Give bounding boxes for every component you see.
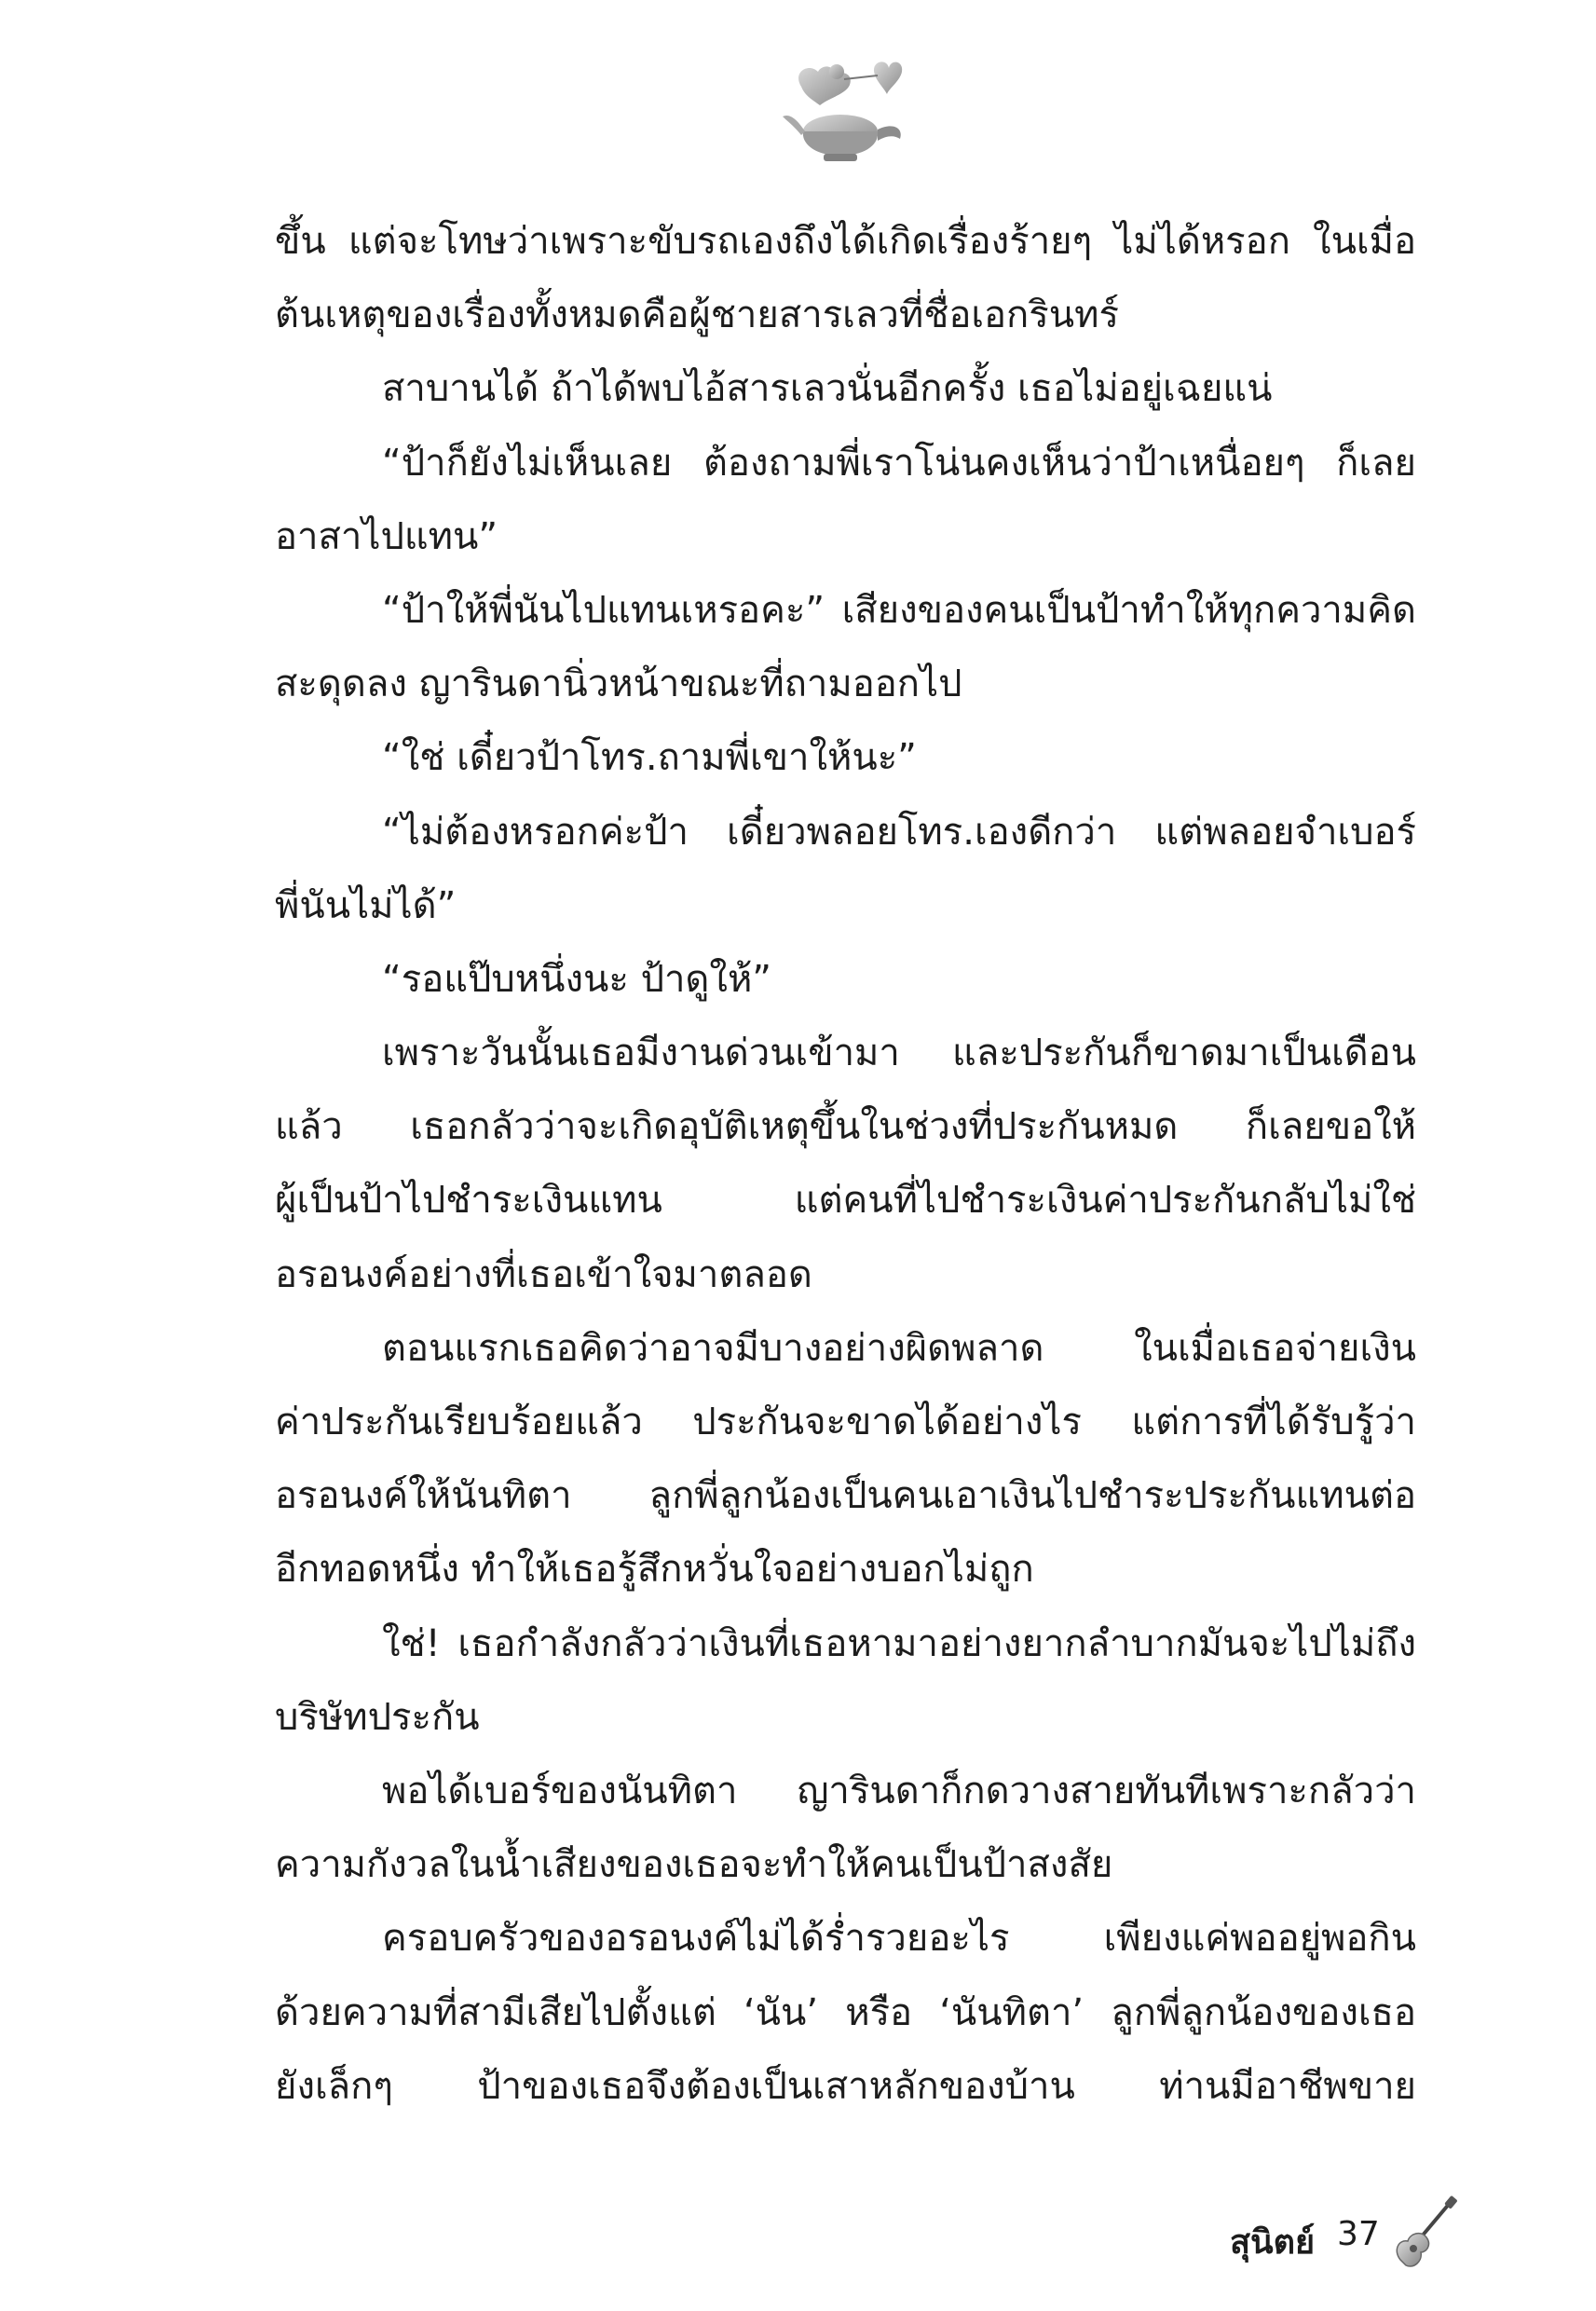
- page-footer: [1230, 2195, 1453, 2278]
- text-line: สาบานได้ ถ้าได้พบไอ้สารเลวนั่นอีกครั้ง เธอไม่อยู่เฉยแน่: [382, 367, 1273, 411]
- text-line: ความกังวลในน้ำเสียงของเธอจะทำให้คนเป็นป้าสงสัย: [275, 1843, 1113, 1887]
- text-line: อาสาไปแทน”: [275, 514, 498, 558]
- text-line: ขึ้น แต่จะโทษว่าเพราะขับรถเองถึงได้เกิดเรื่องร้ายๆ ไม่ได้หรอก ในเมื่อ: [275, 220, 1416, 263]
- text-line: “ป้าก็ยังไม่เห็นเลย ต้องถามพี่เราโน่นคงเห็นว่าป้าเหนื่อยๆ ก็เลย: [382, 441, 1416, 485]
- page-number: 37: [1337, 2215, 1380, 2253]
- text-line: อรอนงค์ให้นันทิตา ลูกพี่ลูกน้องเป็นคนเอาเงินไปชำระประกันแทนต่อ: [275, 1474, 1416, 1518]
- text-line: “ใช่ เดี๋ยวป้าโทร.ถามพี่เขาให้นะ”: [382, 736, 917, 780]
- text-line: สะดุดลง ญารินดานิ่วหน้าขณะที่ถามออกไป: [275, 663, 962, 706]
- text-line: ด้วยความที่สามีเสียไปตั้งแต่ ‘นัน’ หรือ ‘นันทิตา’ ลูกพี่ลูกน้องของเธอ: [275, 1990, 1416, 2034]
- cupid-lamp-ornament-icon: [764, 51, 913, 172]
- text-line: แล้ว เธอกลัวว่าจะเกิดอุบัติเหตุขึ้นในช่วงที่ประกันหมด ก็เลยขอให้: [275, 1105, 1416, 1149]
- text-line: บริษัทประกัน: [275, 1695, 480, 1739]
- body-text: [275, 205, 1416, 2124]
- text-line: พี่นันไม่ได้”: [275, 883, 457, 927]
- text-line: อีกทอดหนึ่ง ทำให้เธอรู้สึกหวั่นใจอย่างบอกไม่ถูก: [275, 1548, 1034, 1592]
- text-line: “ป้าให้พี่นันไปแทนเหรอคะ” เสียงของคนเป็นป้าทำให้ทุกความคิด: [382, 588, 1416, 632]
- author-name: สุนิตย์: [1230, 2223, 1316, 2262]
- text-line: ผู้เป็นป้าไปชำระเงินแทน แต่คนที่ไปชำระเงินค่าประกันกลับไม่ใช่: [275, 1179, 1416, 1223]
- text-line: “รอแป๊บหนึ่งนะ ป้าดูให้”: [382, 957, 772, 1001]
- text-line: ครอบครัวของอรอนงค์ไม่ได้ร่ำรวยอะไร เพียงแค่พออยู่พอกิน: [382, 1917, 1416, 1961]
- text-line: ใช่! เธอกำลังกลัวว่าเงินที่เธอหามาอย่างยากลำบากมันจะไปไม่ถึง: [382, 1621, 1416, 1665]
- guitar-icon: [1393, 2195, 1458, 2269]
- text-line: ตอนแรกเธอคิดว่าอาจมีบางอย่างผิดพลาด ในเมื่อเธอจ่ายเงิน: [382, 1326, 1416, 1370]
- text-line: อรอนงค์อย่างที่เธอเข้าใจมาตลอด: [275, 1252, 812, 1296]
- text-line: ต้นเหตุของเรื่องทั้งหมดคือผู้ชายสารเลวที่ชื่อเอกรินทร์: [275, 294, 1119, 337]
- text-line: เพราะวันนั้นเธอมีงานด่วนเข้ามา และประกันก็ขาดมาเป็นเดือน: [382, 1032, 1416, 1075]
- text-line: ค่าประกันเรียบร้อยแล้ว ประกันจะขาดได้อย่างไร แต่การที่ได้รับรู้ว่า: [275, 1401, 1416, 1443]
- text-line: “ไม่ต้องหรอกค่ะป้า เดี๋ยวพลอยโทร.เองดีกว่า แต่พลอยจำเบอร์: [382, 810, 1416, 854]
- text-line: พอได้เบอร์ของนันทิตา ญารินดาก็กดวางสายทันทีเพราะกลัวว่า: [382, 1769, 1416, 1812]
- text-line: ยังเล็กๆ ป้าของเธอจึงต้องเป็นเสาหลักของบ้าน ท่านมีอาชีพขาย: [275, 2064, 1416, 2108]
